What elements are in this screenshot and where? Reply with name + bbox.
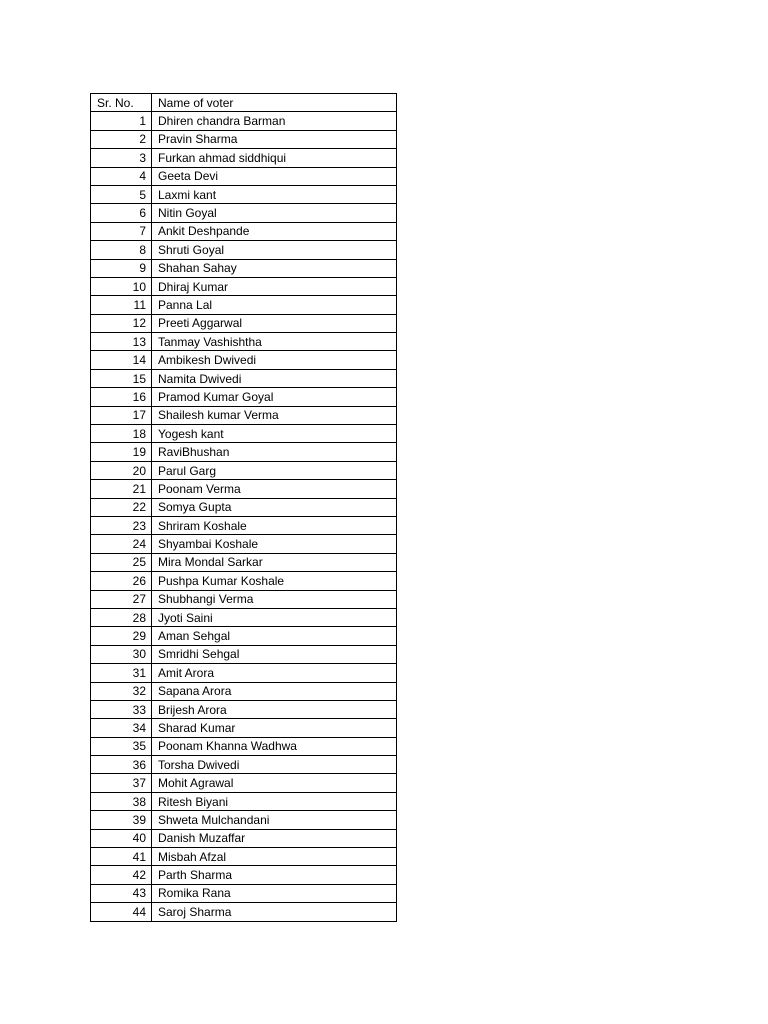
voter-name-cell: Shahan Sahay [152,259,397,277]
voter-name-cell: Namita Dwivedi [152,369,397,387]
voter-name-cell: Ankit Deshpande [152,222,397,240]
table-row [91,369,397,387]
sr-no-cell: 39 [91,811,152,829]
sr-no-cell: 22 [91,498,152,516]
sr-no-cell: 12 [91,314,152,332]
voter-name-cell: Panna Lal [152,296,397,314]
voter-name-cell: Danish Muzaffar [152,829,397,847]
sr-no-cell: 9 [91,259,152,277]
voter-name-cell: Somya Gupta [152,498,397,516]
voter-name-cell: Shailesh kumar Verma [152,406,397,424]
table-row [91,829,397,847]
sr-no-cell: 15 [91,369,152,387]
sr-no-cell: 29 [91,627,152,645]
sr-no-cell: 31 [91,664,152,682]
sr-no-cell: 38 [91,792,152,810]
table-row [91,903,397,921]
voter-name-cell: Nitin Goyal [152,204,397,222]
voter-name-cell: Parth Sharma [152,866,397,884]
table-row [91,425,397,443]
table-row [91,406,397,424]
sr-no-cell: 28 [91,608,152,626]
table-row [91,241,397,259]
table-row [91,314,397,332]
sr-no-cell: 30 [91,645,152,663]
voter-name-cell: Jyoti Saini [152,608,397,626]
voter-name-cell: Dhiren chandra Barman [152,112,397,130]
table-row [91,866,397,884]
sr-no-cell: 44 [91,903,152,921]
sr-no-cell: 16 [91,388,152,406]
sr-no-cell: 1 [91,112,152,130]
sr-no-cell: 17 [91,406,152,424]
sr-no-cell: 19 [91,443,152,461]
voter-name-cell: Ambikesh Dwivedi [152,351,397,369]
sr-no-cell: 2 [91,130,152,148]
sr-no-cell: 10 [91,277,152,295]
table-row [91,719,397,737]
voter-name-cell: Pravin Sharma [152,130,397,148]
sr-no-cell: 20 [91,461,152,479]
sr-no-cell: 37 [91,774,152,792]
table-row [91,498,397,516]
voter-name-cell: Mira Mondal Sarkar [152,553,397,571]
table-row [91,572,397,590]
voter-name-cell: Brijesh Arora [152,700,397,718]
sr-no-cell: 7 [91,222,152,240]
sr-no-cell: 8 [91,241,152,259]
sr-no-cell: 26 [91,572,152,590]
sr-no-cell: 35 [91,737,152,755]
table-row [91,774,397,792]
voter-name-cell: Sharad Kumar [152,719,397,737]
voter-name-cell: Poonam Verma [152,480,397,498]
table-row [91,737,397,755]
sr-no-cell: 43 [91,884,152,902]
table-row [91,848,397,866]
sr-no-cell: 36 [91,756,152,774]
table-row [91,351,397,369]
sr-no-cell: 23 [91,516,152,534]
sr-no-cell: 4 [91,167,152,185]
table-row [91,792,397,810]
table-row [91,700,397,718]
sr-no-cell: 40 [91,829,152,847]
sr-no-cell: 42 [91,866,152,884]
table-row [91,590,397,608]
table-row [91,516,397,534]
sr-no-cell: 14 [91,351,152,369]
voter-name-cell: Sapana Arora [152,682,397,700]
table-row [91,553,397,571]
voter-name-cell: Laxmi kant [152,185,397,203]
voter-name-cell: Shyambai Koshale [152,535,397,553]
voter-name-cell: Romika Rana [152,884,397,902]
sr-no-cell: 21 [91,480,152,498]
voter-name-cell: Dhiraj Kumar [152,277,397,295]
voter-name-cell: Shruti Goyal [152,241,397,259]
voter-name-cell: Aman Sehgal [152,627,397,645]
table-row [91,222,397,240]
table-row [91,130,397,148]
voter-name-cell: Yogesh kant [152,425,397,443]
table-body [91,112,397,921]
voter-name-cell: Saroj Sharma [152,903,397,921]
sr-no-cell: 27 [91,590,152,608]
sr-no-cell: 5 [91,185,152,203]
sr-no-cell: 41 [91,848,152,866]
sr-no-cell: 34 [91,719,152,737]
table-row [91,185,397,203]
voter-name-cell: Geeta Devi [152,167,397,185]
voter-name-cell: Shubhangi Verma [152,590,397,608]
table-row [91,664,397,682]
table-row [91,480,397,498]
sr-no-cell: 6 [91,204,152,222]
sr-no-cell: 33 [91,700,152,718]
sr-no-cell: 32 [91,682,152,700]
voter-name-cell: Furkan ahmad siddhiqui [152,149,397,167]
voter-name-cell: Poonam Khanna Wadhwa [152,737,397,755]
table-row [91,756,397,774]
voter-name-cell: Ritesh Biyani [152,792,397,810]
voter-name-cell: Amit Arora [152,664,397,682]
voter-name-cell: Parul Garg [152,461,397,479]
sr-no-cell: 18 [91,425,152,443]
voter-name-cell: Preeti Aggarwal [152,314,397,332]
voter-name-cell: Tanmay Vashishtha [152,333,397,351]
sr-no-cell: 11 [91,296,152,314]
voter-name-cell: Pushpa Kumar Koshale [152,572,397,590]
table-row [91,296,397,314]
table-row [91,645,397,663]
voter-name-cell: Pramod Kumar Goyal [152,388,397,406]
sr-no-cell: 3 [91,149,152,167]
table-row [91,259,397,277]
table-row [91,167,397,185]
voter-name-header: Name of voter [152,94,397,112]
voter-list-table [90,93,397,922]
table-row [91,204,397,222]
voter-name-cell: Torsha Dwivedi [152,756,397,774]
table-row [91,388,397,406]
header-row [91,94,397,112]
table-row [91,682,397,700]
voter-name-cell: RaviBhushan [152,443,397,461]
sr-no-header: Sr. No. [91,94,152,112]
table-row [91,149,397,167]
table-row [91,443,397,461]
table-row [91,112,397,130]
table-row [91,461,397,479]
voter-name-cell: Shriram Koshale [152,516,397,534]
voter-name-cell: Shweta Mulchandani [152,811,397,829]
sr-no-cell: 13 [91,333,152,351]
table-row [91,333,397,351]
sr-no-cell: 24 [91,535,152,553]
table-row [91,535,397,553]
table-row [91,811,397,829]
voter-name-cell: Smridhi Sehgal [152,645,397,663]
voter-name-cell: Misbah Afzal [152,848,397,866]
table-row [91,884,397,902]
table-row [91,608,397,626]
voter-name-cell: Mohit Agrawal [152,774,397,792]
table-row [91,627,397,645]
sr-no-cell: 25 [91,553,152,571]
table-header [91,94,397,112]
table-row [91,277,397,295]
